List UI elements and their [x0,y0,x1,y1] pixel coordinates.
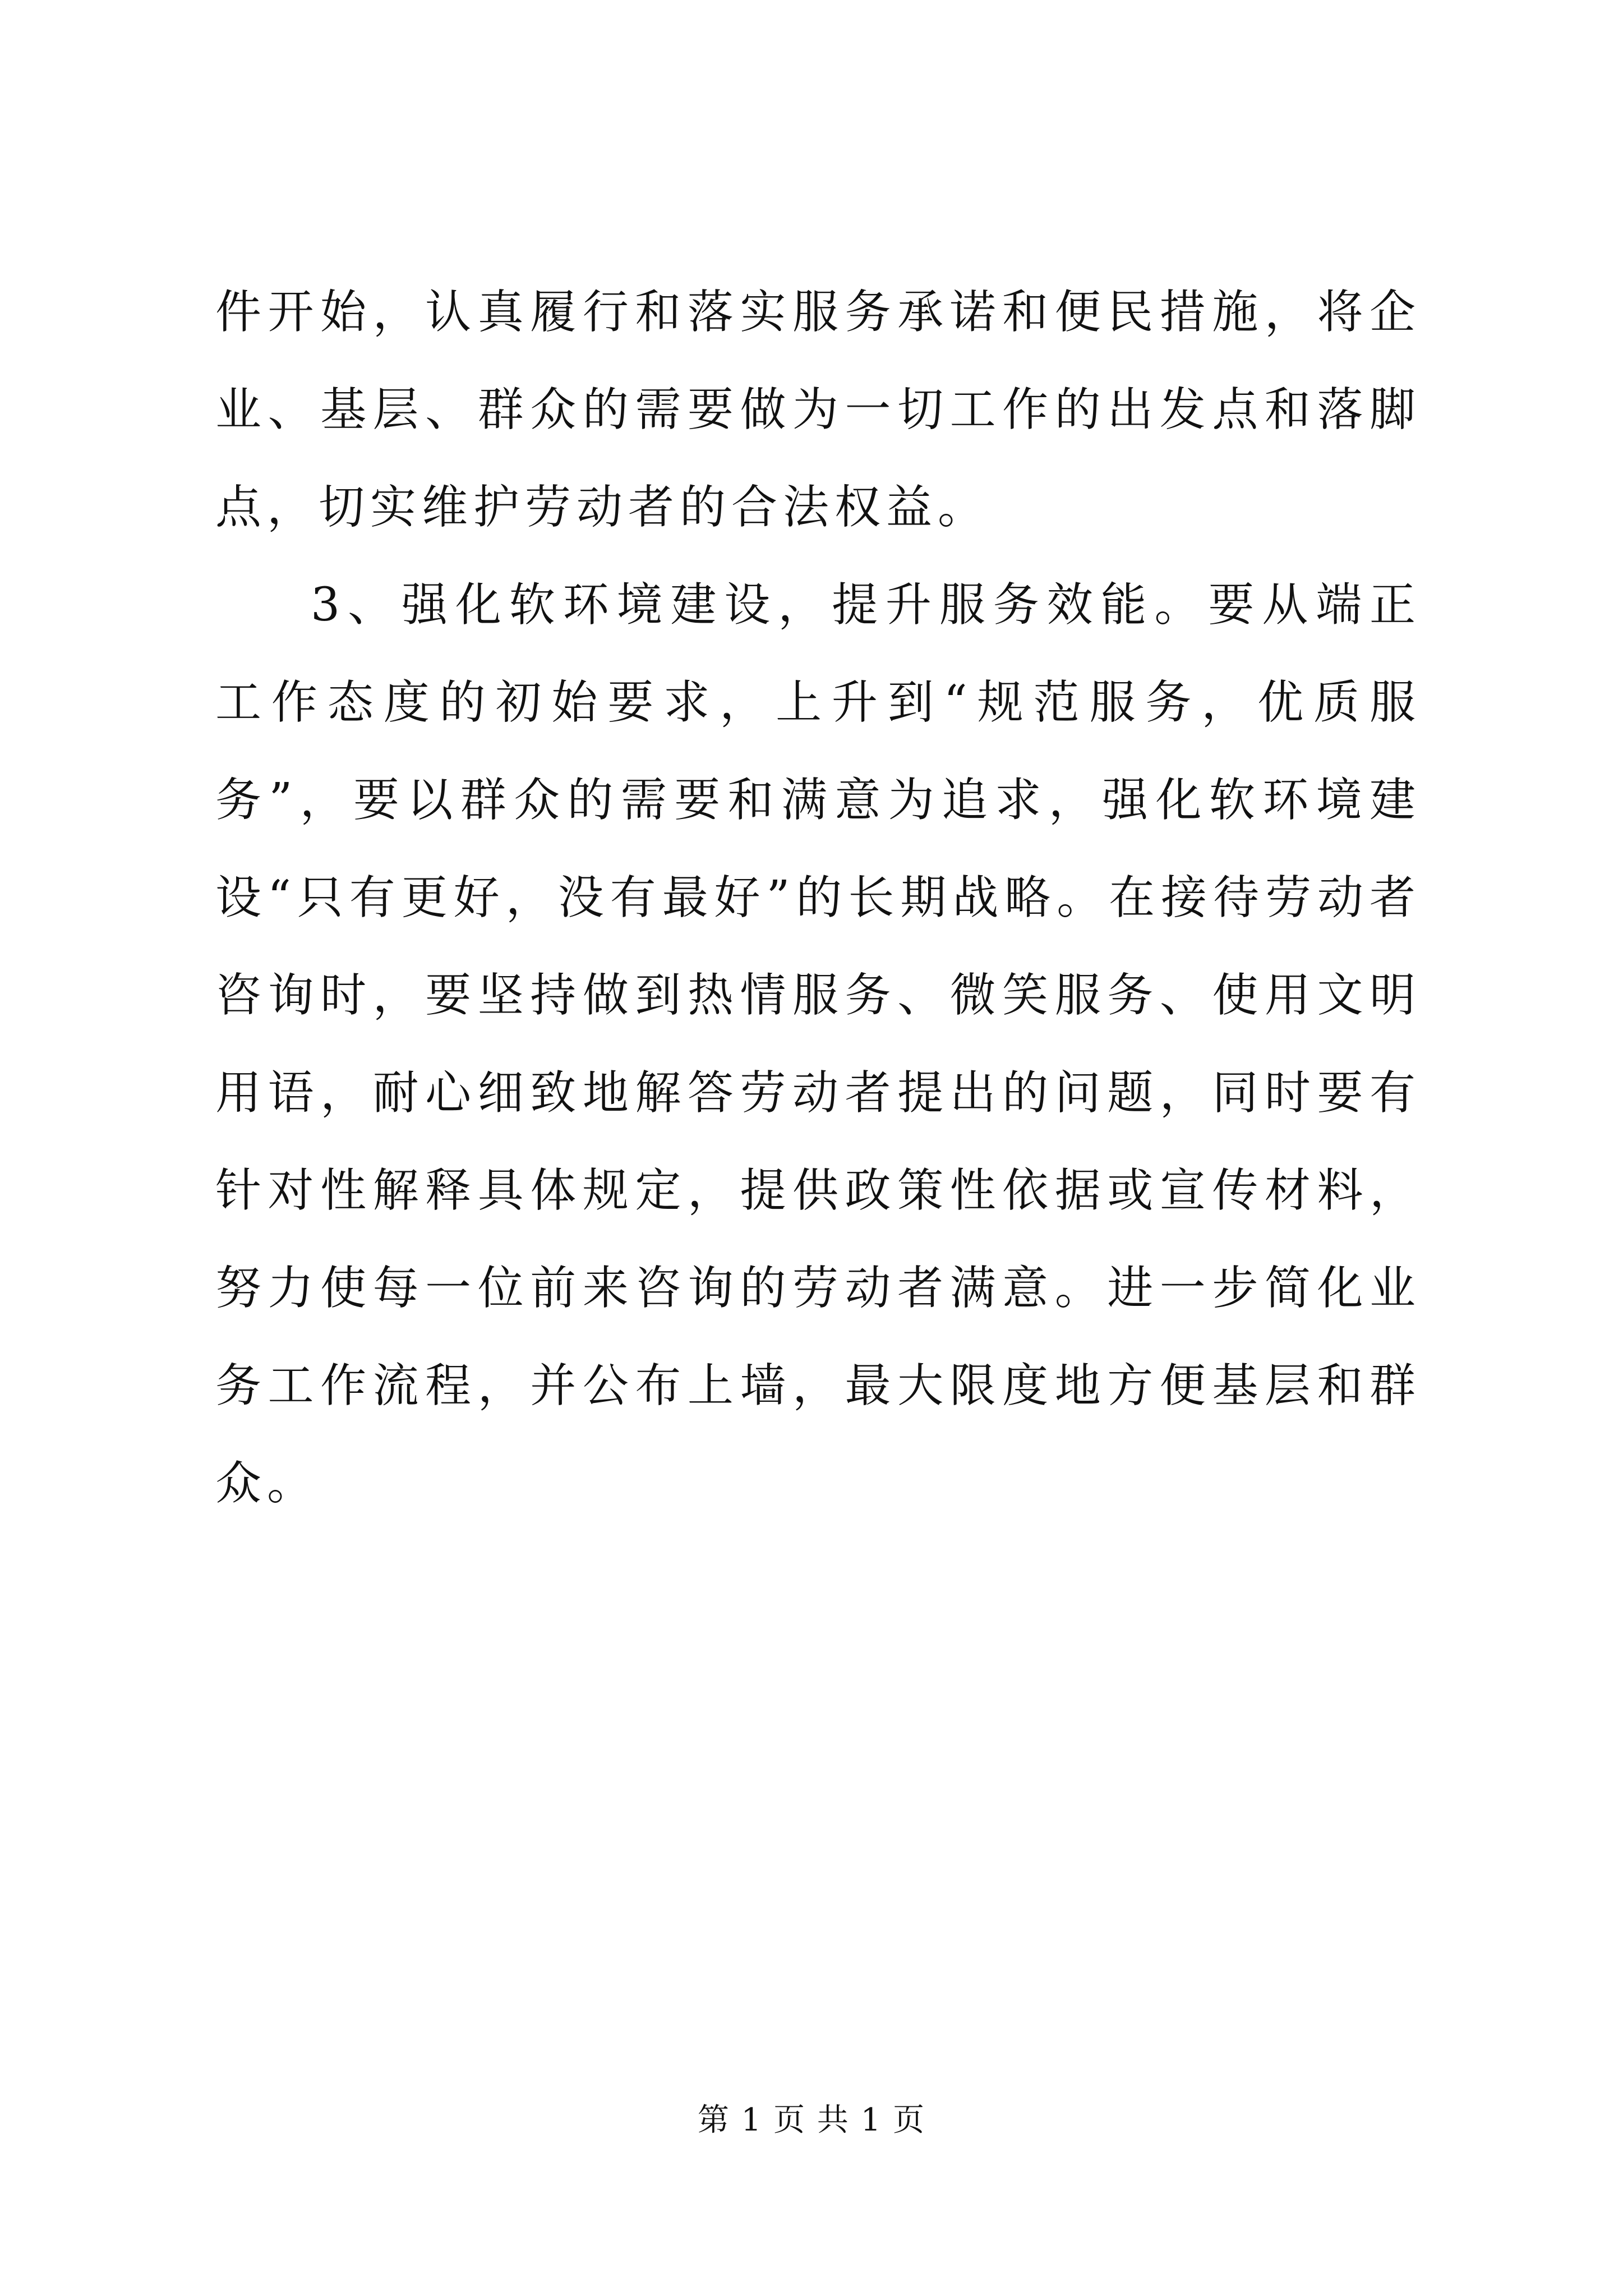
document-body [215,264,1421,1533]
body-paragraph-2: 3、强化软环境建设，提升服务效能。要从端正工作态度的初始要求，上升到“规范服务，优质服务”，要以群众的需要和满意为追求，强化软环境建设“只有更好，没有最好”的长期战略。在接待劳动者咨询时，要坚持做到热情服务、微笑服务、使用文明用语，耐心细致地解答劳动者提出的问题，同时要有针对性解释具体规定，提供政策性依据或宣传材料，努力使每一位前来咨询的劳动者满意。进一步简化业务工作流程，并公布上墙，最大限度地方便基层和群众。 [215,578,1421,1510]
body-paragraph-1: 件开始，认真履行和落实服务承诺和便民措施，将企业、基层、群众的需要做为一切工作的出发点和落脚点，切实维护劳动者的合法权益。 [215,286,1421,534]
page-number-footer: 第 1 页 共 1 页 [697,2102,926,2138]
